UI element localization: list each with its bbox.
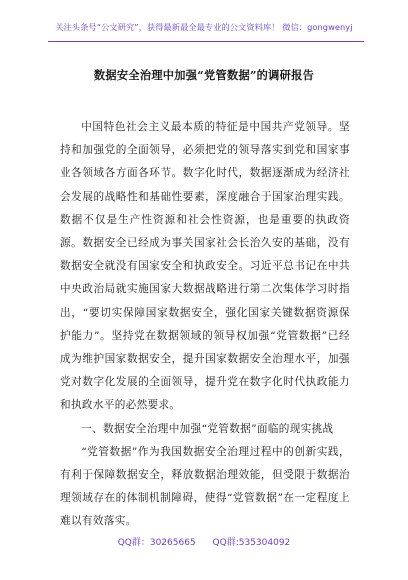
header-divider [48, 41, 364, 42]
footer-qq-group-2: QQ群:535304092 [212, 538, 291, 548]
document-body [60, 116, 350, 534]
header-promo-note: 关注头条号“公文研究”，获得最新最全最专业的公文资料库！ 微信：gongwenyj [55, 22, 353, 32]
paragraph-section-1: “党管数据”作为我国数据安全治理过程中的创新实践，有利于保障数据安全，释放数据治理效能，但受限于数据治理领域存在的体制机制障碍，使得“党管数据”在一定程度上难以有效落实。 [60, 445, 350, 528]
paragraph-intro: 中国特色社会主义最本质的特征是中国共产党领导。坚持和加强党的全面领导，必须把党的领导落实到党和国家事业各领域各方面各环节。数字化时代，数据逐渐成为经济社会发展的战略性和基础性要素，深度融合于国家治理实践。数据不仅是生产性资源和社会性资源，也是重要的执政资源。数据安全已经成为事关国家社会长治久安的基础，没有数据安全就没有国家安全和执政安全。习近平总书记在中共中央政治局就实施国家大数据战略进行第二次集体学习时指出，“要切实保障国家数据安全，强化国家关键数据资源保护能力”。坚持党在数据领域的领导权加强“党管数据”已经成为维护国家数据安全，提升国家数据安全治理水平，加强党对数字化发展的全面领导，提升党在数字化时代执政能力和执政水平的必然要求。 [60, 121, 350, 412]
footer-qq-group-1: QQ群：30265665 [117, 538, 196, 548]
section-heading-1: 一、数据安全治理中加强“党管数据”面临的现实挑战 [81, 422, 334, 435]
footer-qq-groups [0, 535, 408, 548]
document-title: 数据安全治理中加强“党管数据”的调研报告 [93, 68, 315, 82]
